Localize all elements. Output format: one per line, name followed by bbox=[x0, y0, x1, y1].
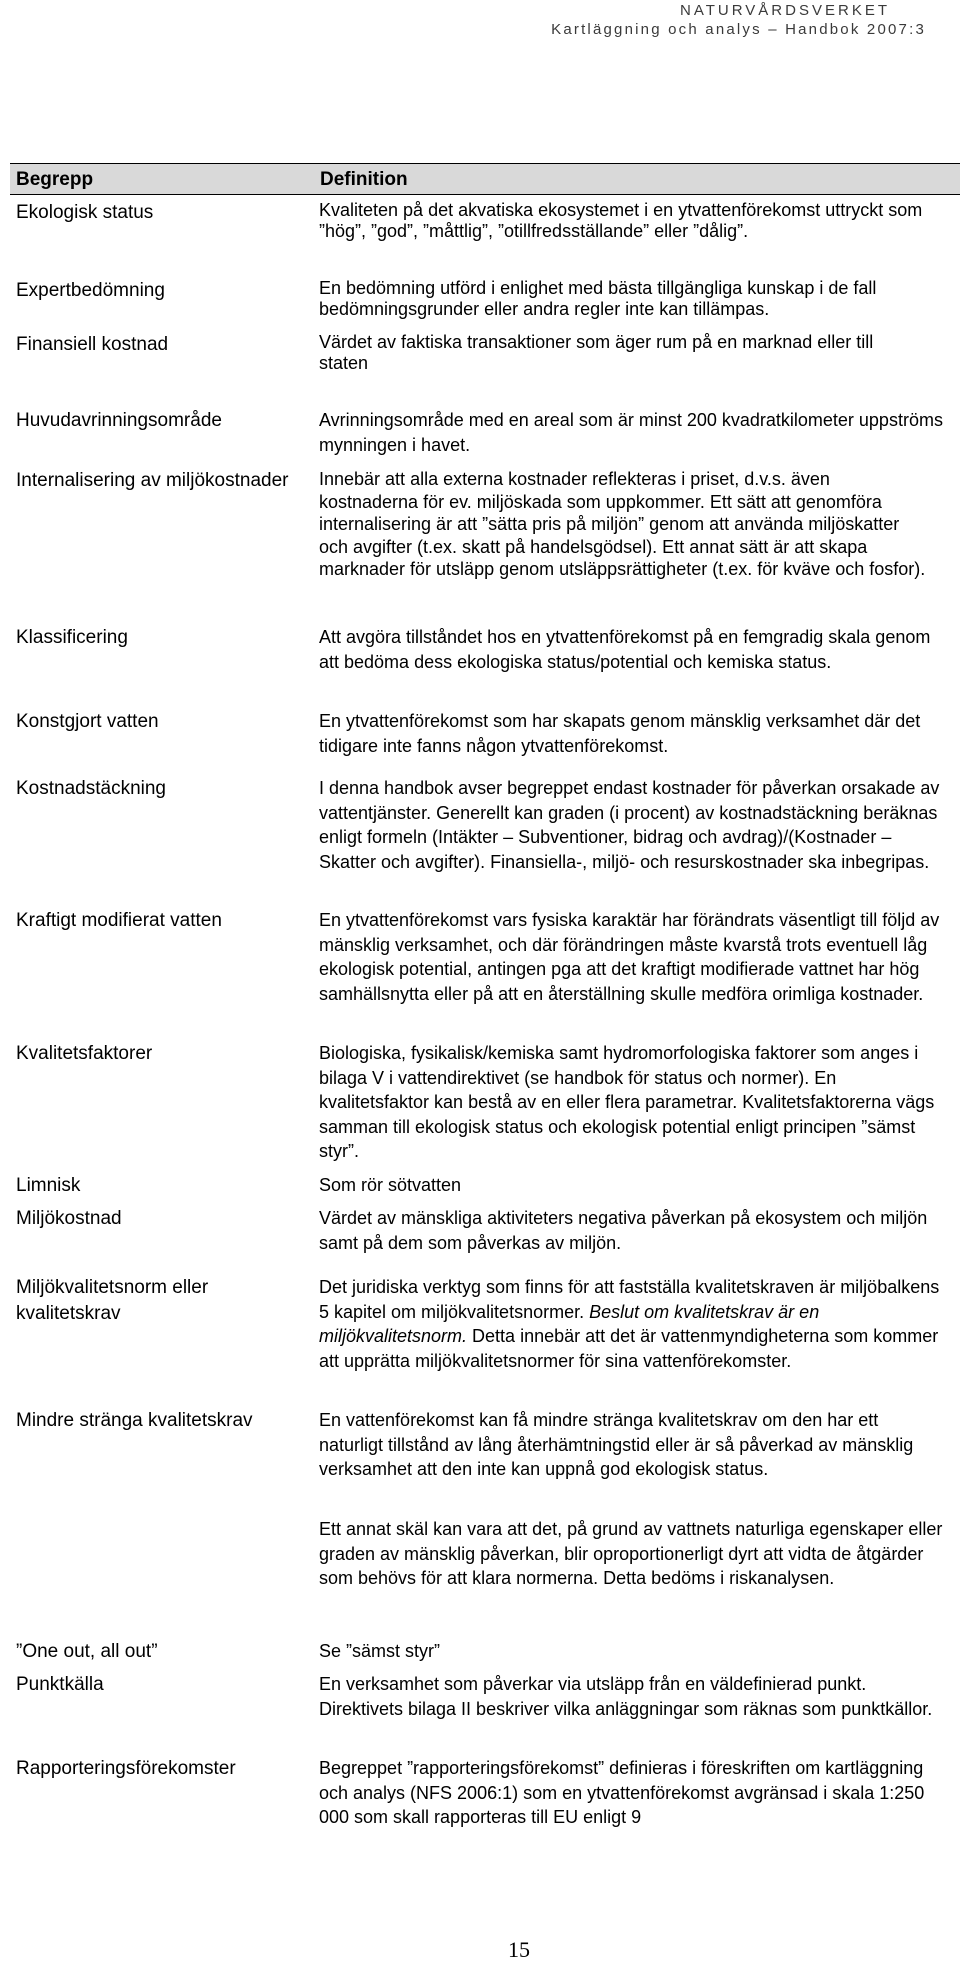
column-header-definition: Definition bbox=[320, 169, 408, 190]
row-definition: En ytvattenförekomst vars fysiska karaktär har förändrats väsentligt till följd av mänsklig verksamhet, och där förändringen måste kvarstå trots eventuell låg ekologisk potential, antingen pga att det kraftigt modifierade vattnet har hög samhällsnytta eller på att en återställning skulle medföra orimliga kostnader. bbox=[319, 910, 940, 1004]
row-term: Ekologisk status bbox=[16, 202, 154, 223]
row-term: Rapporteringsförekomster bbox=[16, 1758, 236, 1779]
definition-text: Det juridiska verktyg som finns för att fastställa kvalitetskraven är miljöbalkens 5 kapitel om miljökvalitetsnormer. bbox=[319, 1277, 940, 1322]
row-term: Internalisering av miljökostnader bbox=[16, 470, 289, 491]
row-definition: Se ”sämst styr” bbox=[319, 1641, 441, 1661]
row-definition: I denna handbok avser begreppet endast kostnader för påverkan orsakade av vattentjänster. Generellt kan graden (i procent) av kostnadstäckning beräknas enligt formeln (Intäkter – Subventioner, bidrag och avdrag)/(Kostnader – Skatter och avgifter). Finansiella-, miljö- och resurskostnader ska inbegripas. bbox=[319, 778, 940, 872]
definition-italic-text: Beslut om kvalitetskrav är en miljökvalitetsnorm. bbox=[319, 1301, 820, 1346]
table-header bbox=[10, 163, 960, 195]
row-definition: En vattenförekomst kan få mindre stränga kvalitetskrav om den har ett naturligt tillstånd av lång återhämtningstid eller är så påverkad av mänsklig verksamhet att den inte kan uppnå god ekologisk status. bbox=[319, 1410, 914, 1479]
row-term: Huvudavrinningsområde bbox=[16, 410, 222, 431]
row-term: Miljökostnad bbox=[16, 1208, 122, 1229]
page-number: 15 bbox=[508, 1937, 530, 1962]
row-definition: En bedömning utförd i enlighet med bästa tillgängliga kunskap i de fall bedömningsgrunder eller andra regler inte kan tillämpas. bbox=[319, 278, 877, 319]
row-term: ”One out, all out” bbox=[16, 1641, 158, 1662]
row-definition: Avrinningsområde med en areal som är minst 200 kvadratkilometer uppströms mynningen i havet. bbox=[319, 410, 943, 455]
row-definition: En verksamhet som påverkar via utsläpp från en väldefinierad punkt. Direktivets bilaga II beskriver vilka anläggningar som räknas som punktkällor. bbox=[319, 1674, 933, 1719]
row-definition bbox=[319, 1275, 944, 1373]
glossary-table bbox=[10, 163, 960, 1827]
row-term: Miljökvalitetsnorm eller kvalitetskrav bbox=[16, 1277, 209, 1324]
row-term: Limnisk bbox=[16, 1175, 81, 1196]
row-term: Kvalitetsfaktorer bbox=[16, 1043, 153, 1064]
row-definition: Värdet av faktiska transaktioner som äger rum på en marknad eller till staten bbox=[319, 332, 874, 373]
row-term: Punktkälla bbox=[16, 1674, 104, 1695]
row-definition: Kvaliteten på det akvatiska ekosystemet i en ytvattenförekomst uttryckt som ”hög”, ”god”, ”måttlig”, ”otillfredsställande” eller ”dålig”. bbox=[319, 200, 923, 241]
column-header-term: Begrepp bbox=[16, 169, 94, 190]
row-term: Mindre stränga kvalitetskrav bbox=[16, 1410, 253, 1431]
row-definition: Innebär att alla externa kostnader reflekteras i priset, d.v.s. även kostnaderna för ev. miljöskada som uppkommer. Ett sätt att genomföra internalisering är att ”sätta pris på miljön” genom att använda miljöskatter och avgifter (t.ex. skatt på handelsgödsel). Ett annat sätt är att skapa marknader för utsläpp genom utsläppsrättigheter (t.ex. för kväve och fosfor). bbox=[319, 469, 926, 579]
row-definition: Biologiska, fysikalisk/kemiska samt hydromorfologiska faktorer som anges i bilaga V i vattendirektivet (se handbok för status och normer). En kvalitetsfaktor kan bestå av en eller flera parametrar. Kvalitetsfaktorerna vägs samman till ekologisk status och ekologisk potential enligt principen ”sämst styr”. bbox=[319, 1043, 935, 1161]
row-definition: Som rör sötvatten bbox=[319, 1175, 462, 1195]
row-definition-continued: Ett annat skäl kan vara att det, på grund av vattnets naturliga egenskaper eller graden av mänsklig påverkan, blir oproportionerligt dyrt att vidta de åtgärder som behövs för att klara normerna. Detta bedöms i riskanalysen. bbox=[319, 1519, 943, 1588]
row-term: Kostnadstäckning bbox=[16, 778, 166, 799]
row-definition: Begreppet ”rapporteringsförekomst” definieras i föreskriften om kartläggning och analys (NFS 2006:1) som en ytvattenförekomst avgränsad i skala 1:250 000 som skall rapporteras till EU enligt 9 bbox=[319, 1758, 925, 1827]
publisher-name: NATURVÅRDSVERKET bbox=[680, 2, 890, 19]
row-definition: En ytvattenförekomst som har skapats genom mänsklig verksamhet där det tidigare inte fanns någon ytvattenförekomst. bbox=[319, 711, 921, 756]
row-term: Expertbedömning bbox=[16, 280, 165, 301]
handbook-title: Kartläggning och analys – Handbok 2007:3 bbox=[551, 21, 926, 38]
row-term: Kraftigt modifierat vatten bbox=[16, 910, 222, 931]
definition-text: Detta innebär att det är vattenmyndigheterna som kommer att upprätta miljökvalitetsnormer för sina vattenförekomster. bbox=[319, 1326, 939, 1371]
row-term: Konstgjort vatten bbox=[16, 711, 159, 732]
row-term: Klassificering bbox=[16, 627, 128, 648]
row-definition: Värdet av mänskliga aktiviteters negativa påverkan på ekosystem och miljön samt på dem som påverkas av miljön. bbox=[319, 1208, 928, 1253]
row-definition: Att avgöra tillståndet hos en ytvattenförekomst på en femgradig skala genom att bedöma dess ekologiska status/potential och kemiska status. bbox=[319, 627, 931, 672]
row-term: Finansiell kostnad bbox=[16, 334, 169, 355]
